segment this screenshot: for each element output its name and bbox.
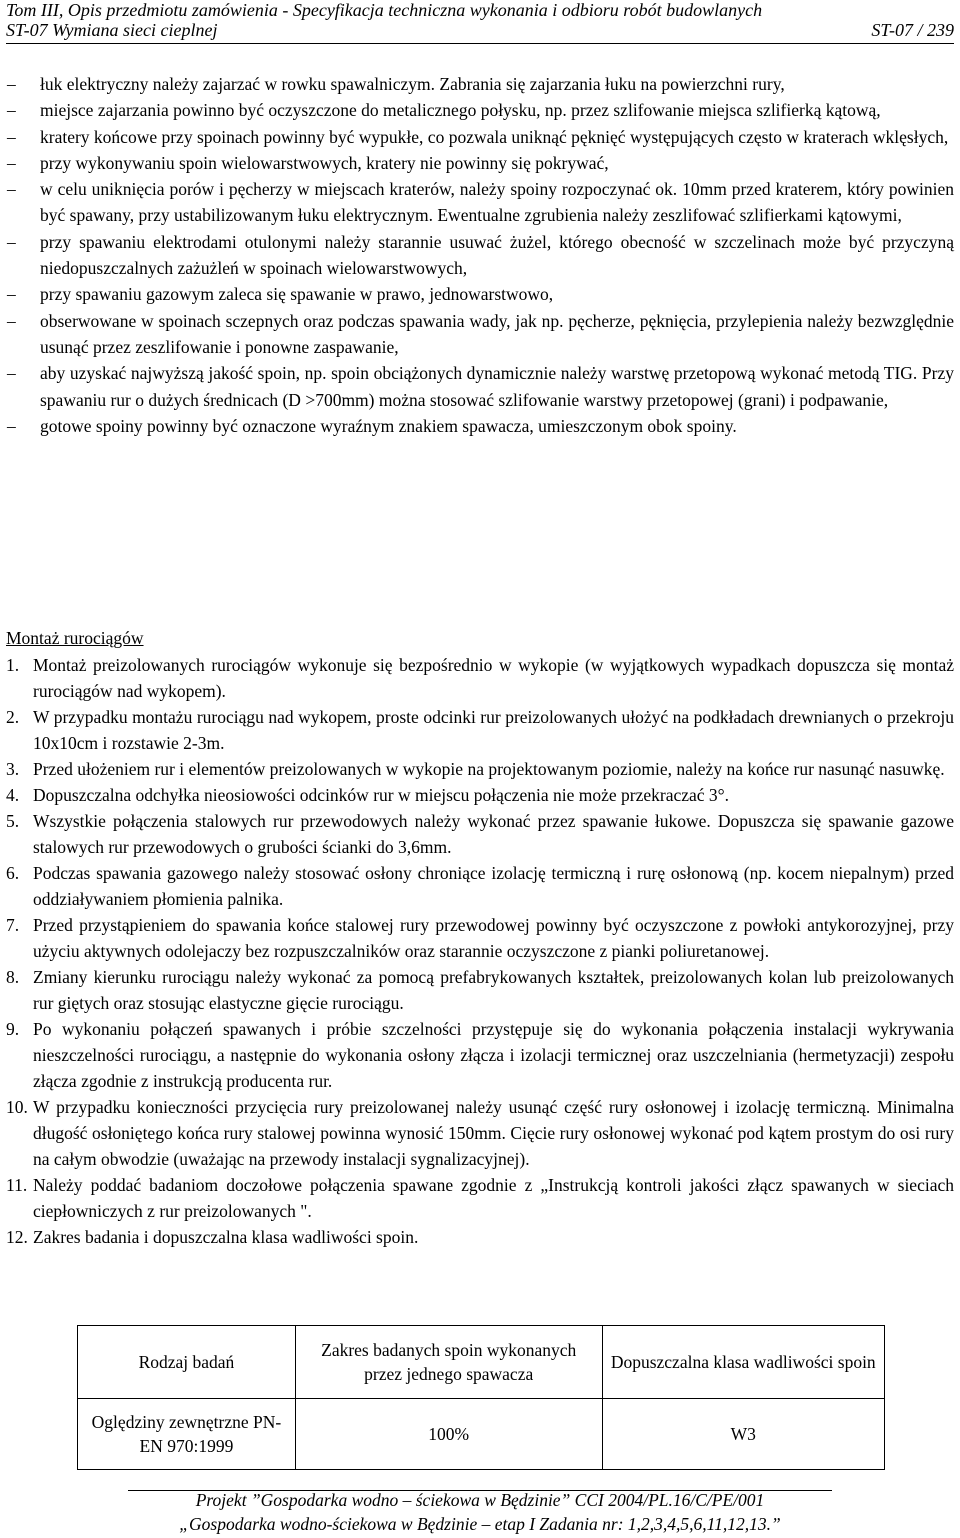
footer-task-line: „Gospodarka wodno-ściekowa w Będzinie – etap I Zadania nr: 1,2,3,4,5,6,11,12,13.” <box>179 1514 781 1534</box>
table-header-cell: Rodzaj badań <box>78 1326 296 1399</box>
list-item: – przy spawaniu elektrodami otulonymi należy starannie usuwać żużel, którego obecność w szczelinach może być przyczyną niedopuszczalnych zażużleń w spoinach wielowarstwowych, <box>0 229 960 282</box>
list-item: – miejsce zajarzania powinno być oczyszczone do metalicznego połysku, np. przez szlifowanie miejsca szlifierką kątową, <box>0 97 960 123</box>
item-number: 5. <box>6 811 20 831</box>
table-row <box>78 1399 885 1470</box>
item-number: 6. <box>6 863 20 883</box>
header-rule <box>6 43 954 44</box>
item-text: W przypadku konieczności przycięcia rury preizolowanej należy usunąć część rury osłonowej i izolację termiczną. Minimalna długość osłoniętego końca rury stalowej powinna wynosić 150mm. Cięcie rury osłonowej wykonać pod kątem prostym do osi rury na całym obwodzie (uważając na przewody instalacji sygnalizacyjnej). <box>33 1097 954 1169</box>
item-number: 2. <box>6 707 20 727</box>
section-title: Montaż rurociągów <box>6 628 144 648</box>
item-text: W przypadku montażu rurociągu nad wykopem, proste odcinki rur preizolowanych ułożyć na podkładach drewnianych o przekroju 10x10cm i rozstawie 2-3m. <box>33 707 954 753</box>
numbered-item <box>0 782 960 808</box>
welding-rules-list <box>0 71 960 439</box>
list-item: – gotowe spoiny powinny być oznaczone wyraźnym znakiem spawacza, umieszczonym obok spoiny. <box>0 413 960 439</box>
item-text: Zmiany kierunku rurociągu należy wykonać za pomocą prefabrykowanych kształtek, preizolowanych kolan lub preizolowanych rur giętych oraz stosując elastyczne gięcie rurociągu. <box>33 967 954 1013</box>
item-text: Dopuszczalna odchyłka nieosiowości odcinków rur w miejscu połączenia nie może przekraczać 3°. <box>33 785 730 805</box>
list-item: – przy wykonywaniu spoin wielowarstwowych, kratery nie powinny się pokrywać, <box>0 150 960 176</box>
numbered-item <box>0 964 960 1016</box>
item-text: Przed ułożeniem rur i elementów preizolowanych w wykopie na projektowanym poziomie, należy na końce rur nasunąć nasuwkę. <box>33 759 945 779</box>
table-header-cell: Zakres badanych spoin wykonanych przez jednego spawacza <box>295 1326 602 1399</box>
page-header <box>6 0 954 44</box>
numbered-item <box>0 808 960 860</box>
list-item: – kratery końcowe przy spoinach powinny być wypukłe, co pozwala uniknąć pęknięć występujących często w kraterach wklęsłych, <box>0 124 960 150</box>
header-page-number: ST-07 / 239 <box>871 20 954 40</box>
numbered-item <box>0 1016 960 1094</box>
item-text: Przed przystąpieniem do spawania końce stalowej rury przewodowej powinny być oczyszczone z powłoki antykorozyjnej, przy użyciu aktywnych odolejaczy bez rozpuszczalników oraz starannie oczyszczone z pianki poliuretanowej. <box>33 915 954 961</box>
item-number: 7. <box>6 915 20 935</box>
table-header-cell: Dopuszczalna klasa wadliwości spoin <box>602 1326 884 1399</box>
list-item: – w celu uniknięcia porów i pęcherzy w miejscach kraterów, należy spoiny rozpoczynać ok. 10mm przed kraterem, który powinien być spawany, przy ustabilizowanym łuku elektrycznym. Ewentualne zgrubienia należy zeszlifować szlifierkami kątowymi, <box>0 176 960 229</box>
numbered-item <box>0 704 960 756</box>
weld-inspection-table <box>77 1325 885 1470</box>
item-number: 4. <box>6 785 20 805</box>
item-number: 3. <box>6 759 20 779</box>
item-text: Zakres badania i dopuszczalna klasa wadliwości spoin. <box>33 1227 419 1247</box>
item-text: Po wykonaniu połączeń spawanych i próbie szczelności przystępuje się do wykonania połączenia instalacji wykrywania nieszczelności rurociągu, a następnie do wykonania osłony złącza i izolacji termicznej oraz uszczelniania (hermetyzacji) zespołu złącza zgodnie z instrukcją producenta rur. <box>33 1019 954 1091</box>
numbered-item <box>0 652 960 704</box>
list-item: – obserwowane w spoinach sczepnych oraz podczas spawania wady, jak np. pęcherze, pęknięcia, przylepienia należy bezwzględnie usunąć przez zeszlifowanie i ponowne zaspawanie, <box>0 308 960 361</box>
page-footer <box>0 1488 960 1536</box>
list-item: – łuk elektryczny należy zajarzać w rowku spawalniczym. Zabrania się zajarzania łuku na powierzchni rury, <box>0 71 960 97</box>
header-spec-title: ST-07 Wymiana sieci cieplnej <box>6 20 218 40</box>
item-number: 10. <box>6 1097 28 1117</box>
numbered-item <box>0 756 960 782</box>
item-text: Należy poddać badaniom doczołowe połączenia spawane zgodnie z „Instrukcją kontroli jakości złącz spawanych w sieciach ciepłowniczych z rur preizolowanych ". <box>33 1175 954 1221</box>
item-text: Podczas spawania gazowego należy stosować osłony chroniące izolację termiczną i rurę osłonową (np. kocem niepalnym) przed oddziaływaniem płomienia palnika. <box>33 863 954 909</box>
table-header-row <box>78 1326 885 1399</box>
item-text: Montaż preizolowanych rurociągów wykonuje się bezpośrednio w wykopie (w wyjątkowych wypadkach dopuszcza się montaż rurociągów nad wykopem). <box>33 655 954 701</box>
table-cell: Oględziny zewnętrzne PN-EN 970:1999 <box>78 1399 296 1470</box>
table-cell: 100% <box>295 1399 602 1470</box>
item-number: 12. <box>6 1227 28 1247</box>
header-document-title: Tom III, Opis przedmiotu zamówienia - Specyfikacja techniczna wykonania i odbioru robót budowlanych <box>6 0 763 20</box>
table-cell: W3 <box>602 1399 884 1470</box>
numbered-item <box>0 860 960 912</box>
numbered-item <box>0 912 960 964</box>
header-section-row <box>6 20 954 40</box>
numbered-item <box>0 1224 960 1250</box>
item-number: 1. <box>6 655 20 675</box>
numbered-item <box>0 1094 960 1172</box>
list-item: – przy spawaniu gazowym zaleca się spawanie w prawo, jednowarstwowo, <box>0 281 960 307</box>
list-item: – aby uzyskać najwyższą jakość spoin, np. spoin obciążonych dynamicznie należy warstwę przetopową wykonać metodą TIG. Przy spawaniu rur o dużych średnicach (D >700mm) można stosować szlifowanie warstwy przetopowej (grani) i podpawanie, <box>0 360 960 413</box>
item-number: 8. <box>6 967 20 987</box>
pipeline-assembly-list <box>0 652 960 1250</box>
footer-project-line: Projekt ”Gospodarka wodno – ściekowa w Będzinie” CCI 2004/PL.16/C/PE/001 <box>195 1490 765 1510</box>
item-number: 9. <box>6 1019 20 1039</box>
item-number: 11. <box>6 1175 28 1195</box>
item-text: Wszystkie połączenia stalowych rur przewodowych należy wykonać przez spawanie łukowe. Dopuszcza się spawanie gazowe stalowych rur przewodowych o grubości ścianki do 3,6mm. <box>33 811 954 857</box>
numbered-item <box>0 1172 960 1224</box>
